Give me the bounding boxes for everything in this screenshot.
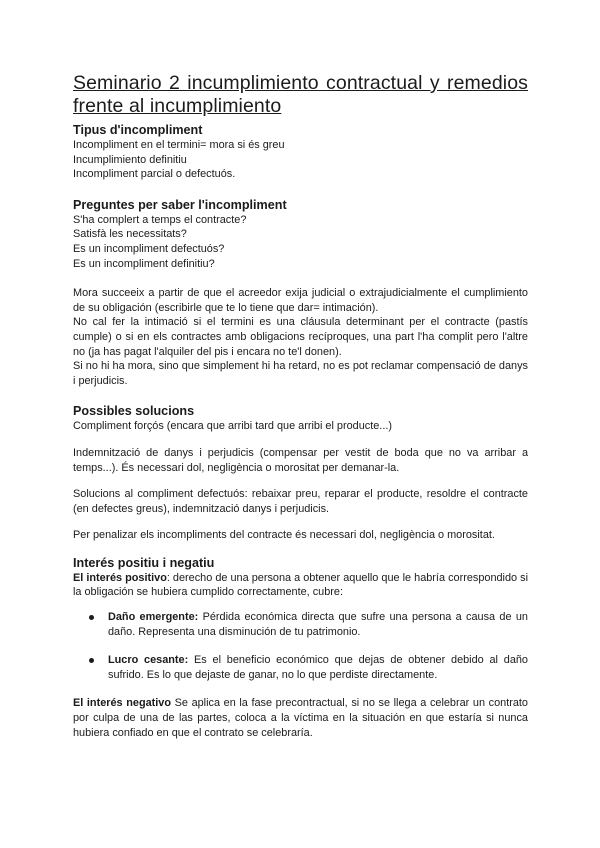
bullet-text: Es el beneficio económico que dejas de obtener debido al daño sufrido. Es lo que dejaste de ganar, no lo que perdiste directamente.	[108, 654, 528, 681]
bullet-label: Daño emergente:	[108, 611, 199, 624]
interes-positivo-label: El interés positivo	[73, 571, 167, 584]
interes-positivo-text: : derecho de una persona a obtener aquello que le habría correspondido si la obligación se hubiera cumplido correctamente, cubre:	[73, 571, 528, 599]
solucions-paragraph: Indemnització de danys i perjudicis (compensar per vestit de boda que no va arribar a temps...). És necessari dol, negligència o morositat per demanar-la.	[73, 446, 528, 474]
solucions-paragraph: Per penalizar els incompliments del contracte és necessari dol, negligència o morositat.	[73, 529, 495, 542]
solucions-paragraph: Solucions al compliment defectuós: rebaixar preu, reparar el producte, resoldre el contracte (en defectes greus), indemnització danys i perjudicis.	[73, 488, 528, 515]
bullet-label: Lucro cesante:	[108, 654, 189, 667]
mora-paragraph: No cal fer la intimació si el termini es una cláusula determinant per el contracte (pastís cumple) o si en els contractes amb obligacions recíproques, una part l'ha complit pero l'altre no (ja has pagat l'alquiler del pis i encara no te'l donen).	[73, 316, 528, 358]
interes-negativo-label: El interés negativo	[73, 697, 172, 710]
mora-paragraph: Si no hi ha mora, sino que simplement hi ha retard, no es pot reclamar compensació de danys i perjudicis.	[73, 360, 528, 387]
tipus-line: Incompliment en el termini= mora si és greu	[73, 139, 285, 151]
pregunta-line: Es un incompliment definitiu?	[73, 257, 215, 270]
pregunta-line: S'ha complert a temps el contracte?	[73, 213, 247, 226]
bullet-icon	[89, 658, 94, 663]
tipus-line: Incompliment parcial o defectuós.	[73, 168, 236, 181]
interes-positivo-paragraph	[73, 571, 528, 600]
bullet-icon	[89, 615, 94, 620]
list-item	[73, 610, 528, 639]
heading-interes: Interés positiu i negatiu	[73, 555, 215, 570]
pregunta-line: Es un incompliment defectuós?	[73, 242, 225, 255]
solucions-paragraph: Compliment forçós (encara que arribi tard que arribi el producte...)	[73, 420, 392, 433]
bullet-text: Pérdida económica directa que sufre una persona a causa de un daño. Representa una disminución de tu patrimonio.	[108, 611, 528, 638]
heading-tipus: Tipus d'incompliment	[73, 123, 203, 137]
document-title: Seminario 2 incumplimiento contractual y remedios frente al incumplimiento	[73, 72, 528, 117]
heading-preguntes: Preguntes per saber l'incompliment	[73, 197, 287, 212]
interes-positivo-list	[73, 610, 528, 682]
mora-paragraph: Mora succeeix a partir de que el acreedor exija judicial o extrajudicialmente el cumplimiento de su obligación (escribirle que te lo tiene que dar= intimación).	[73, 287, 528, 314]
interes-negativo-paragraph	[73, 696, 528, 740]
tipus-line: Incumplimiento definitiu	[73, 153, 187, 166]
pregunta-line: Satisfà les necessitats?	[73, 228, 187, 241]
document-page	[73, 72, 528, 740]
list-item	[73, 653, 528, 682]
interes-negativo-text: Se aplica en la fase precontractual, si no se llega a celebrar un contrato por culpa de una de las partes, coloca a la víctima en la situación en que estaría si nunca hubiera confiado en que el contrato se celebraría.	[73, 697, 528, 739]
heading-solucions: Possibles solucions	[73, 404, 195, 419]
